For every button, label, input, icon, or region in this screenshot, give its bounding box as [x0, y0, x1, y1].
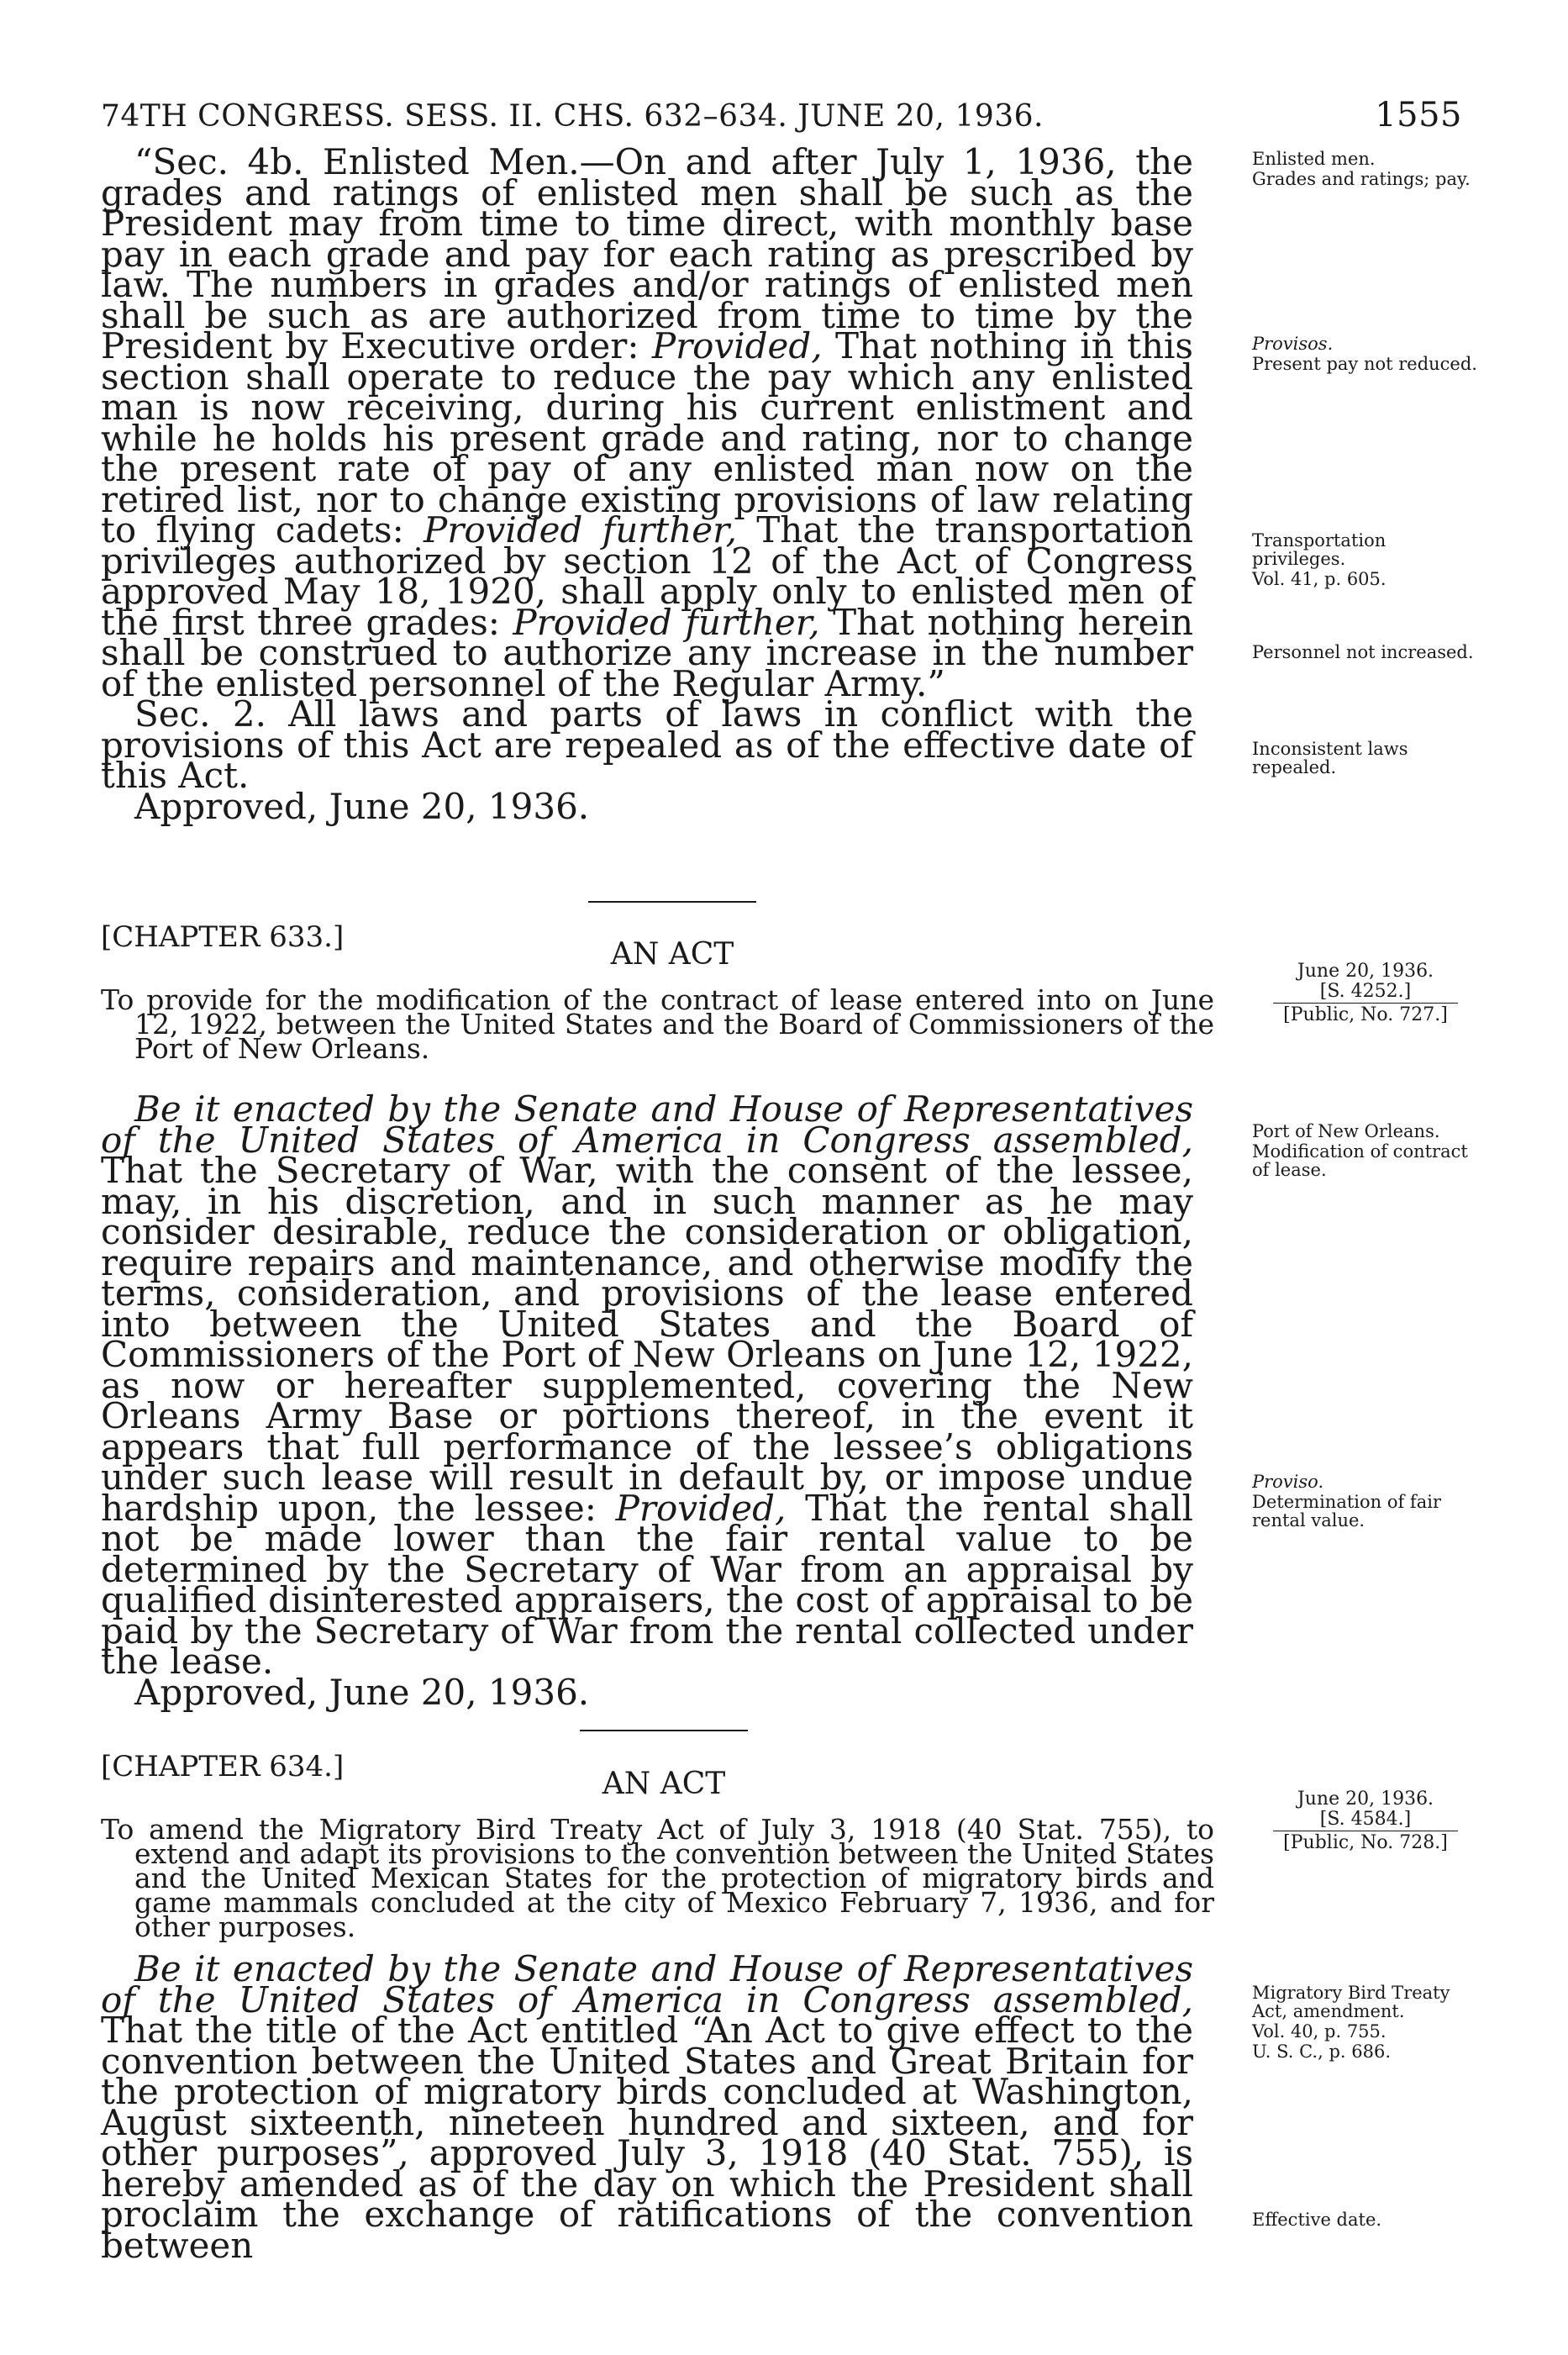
- running-header: [101, 96, 1462, 134]
- margin-note-enlisted: Enlisted men. Grades and ratings; pay.: [1252, 149, 1471, 189]
- chapter-633-title: To provide for the modification of the contract of lease entered into on June 12, 1922, between the United States and the Board of Commissioners of the Port of New Orleans.: [101, 983, 1214, 1065]
- chapter-633-body: [101, 1088, 1193, 1713]
- sec-2-paragraph: Sec. 2. All laws and parts of laws in conflict with the provisions of this Act are repealed as of the effective date of this Act.: [101, 693, 1193, 796]
- margin-note-inconsistent: Inconsistent laws repealed.: [1252, 739, 1408, 777]
- chapter-634-bill: [S. 4584.]: [1319, 1809, 1412, 1830]
- header-title: 74TH CONGRESS. SESS. II. CHS. 632–634. JUNE 20, 1936.: [101, 99, 1044, 134]
- chapter-634-date: June 20, 1936.: [1297, 1789, 1434, 1810]
- margin-note-port: Port of New Orleans. Modification of contract of lease.: [1252, 1121, 1468, 1180]
- chapter-634-title: To amend the Migratory Bird Treaty Act of July 3, 1918 (40 Stat. 755), to extend and adapt its provisions to the convention between the United States and the United Mexican States for the protection of migratory birds and game mammals concluded at the city of Mexico February 7, 1936, and for other purposes.: [101, 1813, 1214, 1943]
- chapter-634-body: [101, 1948, 1193, 2266]
- margin-note-provisos: Provisos. Present pay not reduced.: [1252, 334, 1477, 374]
- chapter-633-public: [Public, No. 727.]: [1283, 1004, 1448, 1025]
- chapter-634-paragraph: Be it enacted by the Senate and House of Representatives of the United States of America in Congress assembled, That the title of the Act entitled “An Act to give effect to the convention between the United States and Great Britain for the protection of migratory birds concluded at Washington, August sixteenth, nineteen hundred and sixteen, and for other purposes”, approved July 3, 1918 (40 Stat. 755), is hereby amended as of the day on which the President shall proclaim the exchange of ratifications of the convention between: [101, 1948, 1193, 2266]
- chapter-634-bill-block: [1273, 1790, 1458, 1854]
- chapter-634-public: [Public, No. 728.]: [1283, 1832, 1448, 1853]
- margin-note-personnel: Personnel not increased.: [1252, 642, 1474, 662]
- chapter-633-approved: Approved, June 20, 1936.: [134, 1671, 590, 1713]
- margin-note-proviso: Proviso. Determination of fair rental value.: [1252, 1472, 1441, 1530]
- chapter-634-an-act: AN ACT: [602, 1767, 726, 1801]
- approved-line: Approved, June 20, 1936.: [134, 785, 590, 827]
- bill-rule: [1273, 1003, 1458, 1004]
- margin-note-effective-date: Effective date.: [1252, 2210, 1382, 2230]
- chapter-633-bill-block: [1273, 962, 1458, 1026]
- chapter-633-bill: [S. 4252.]: [1319, 981, 1412, 1002]
- margin-note-transportation: Transportation privileges. Vol. 41, p. 605.: [1252, 530, 1386, 589]
- chapter-633-paragraph: Be it enacted by the Senate and House of Representatives of the United States of America in Congress assembled, That the Secretary of War, with the consent of the lessee, may, in his discretion, and in such manner as he may consider desirable, reduce the consideration or obligation, require repairs and maintenance, and otherwise modify the terms, consideration, and provisions of the lease entered into between the United States and the Board of Commissioners of the Port of New Orleans on June 12, 1922, as now or hereafter supplemented, covering the New Orleans Army Base or portions thereof, in the event it appears that full performance of the lessee’s obligations under such lease will result in default by, or impose undue hardship upon, the lessee: Provided, That the rental shall not be made lower than the fair rental value to be determined by the Secretary of War from an appraisal by qualified disinterested appraisers, the cost of appraisal to be paid by the Secretary of War from the rental collected under the lease.: [101, 1088, 1193, 1682]
- chapter-633-label: [CHAPTER 633.]: [101, 920, 345, 954]
- margin-note-migratory: Migratory Bird Treaty Act, amendment. Vol. 40, p. 755. U. S. C., p. 686.: [1252, 1983, 1450, 2062]
- section-divider: [588, 901, 756, 903]
- chapter-633-an-act: AN ACT: [610, 937, 734, 972]
- chapter-633-date: June 20, 1936.: [1297, 961, 1434, 982]
- page-number: 1555: [1375, 96, 1462, 134]
- sec-4b-paragraph: “Sec. 4b. Enlisted Men.—On and after July 1, 1936, the grades and ratings of enlisted men shall be such as the President may from time to time direct, with monthly base pay in each grade and pay for each rating as prescribed by law. The numbers in grades and/or ratings of enlisted men shall be such as are authorized from time to time by the President by Executive order: Provided, That nothing in this section shall operate to reduce the pay which any enlisted man is now receiving, during his current enlistment and while he holds his present grade and rating, nor to change the present rate of pay of any enlisted man now on the retired list, nor to change existing provisions of law relating to flying cadets: Provided further, That the transportation privileges authorized by section 12 of the Act of Congress approved May 18, 1920, shall apply only to enlisted men of the first three grades: Provided further, That nothing herein shall be construed to authorize any increase in the number of the enlisted personnel of the Regular Army.”: [101, 141, 1194, 704]
- section-4b-text: [101, 141, 1194, 827]
- section-divider: [580, 1730, 748, 1731]
- chapter-634-label: [CHAPTER 634.]: [101, 1750, 345, 1783]
